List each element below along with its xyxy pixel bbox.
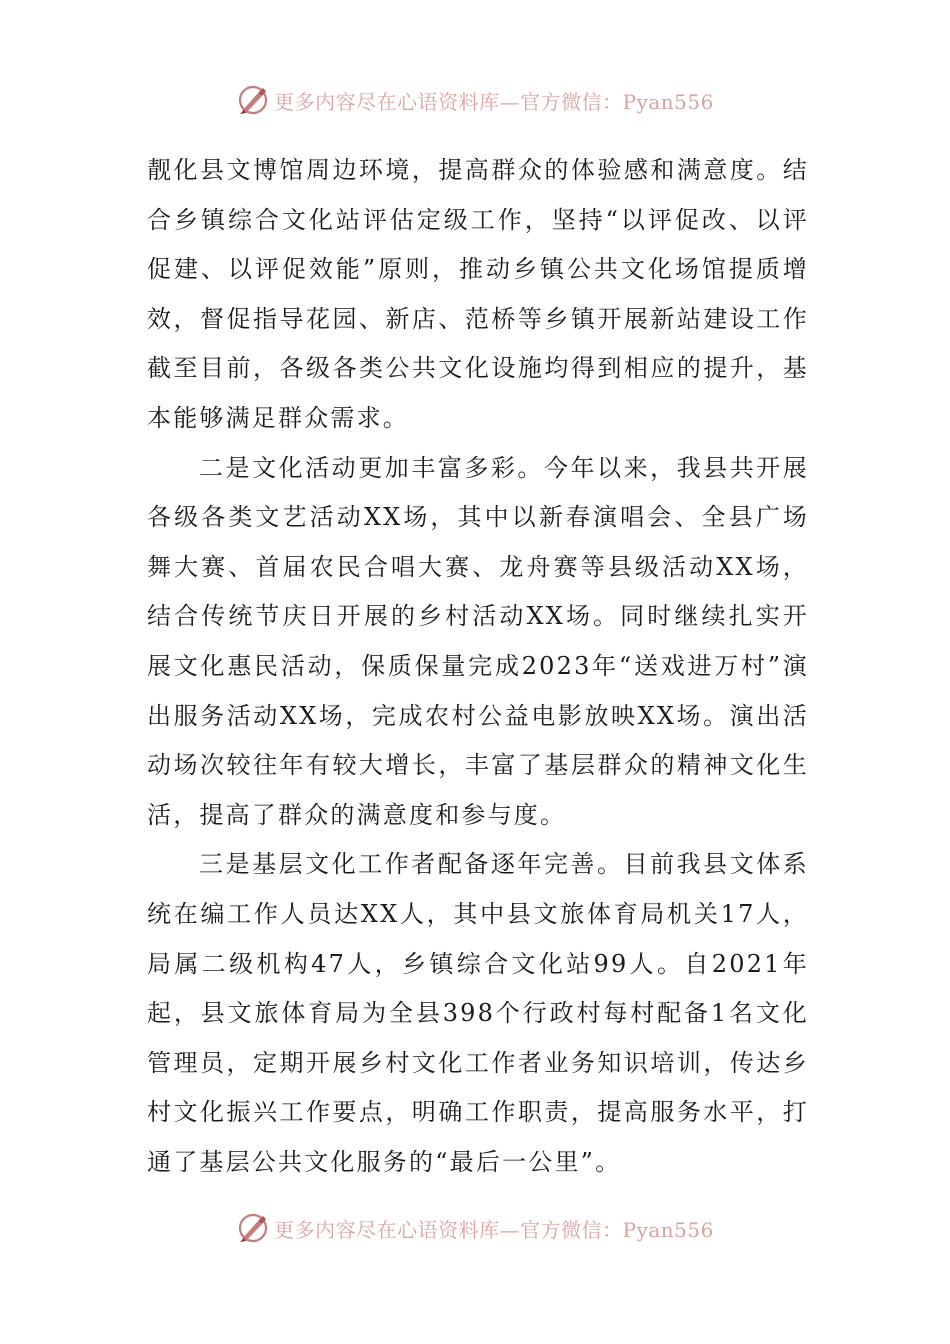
paragraph-2: 二是文化活动更加丰富多彩。今年以来，我县共开展各级各类文艺活动XX场，其中以新春演唱会、全县广场舞大赛、首届农民合唱大赛、龙舟赛等县级活动XX场，结合传统节庆日开展的乡村活动XX场。同时继续扎实开展文化惠民活动，保质保量完成2023年“送戏进万村”演出服务活动XX场，完成农村公益电影放映XX场。演出活动场次较往年有较大增长，丰富了基层群众的精神文化生活，提高了群众的满意度和参与度。 [147, 453, 809, 829]
document-body [147, 146, 809, 1187]
paragraph-3: 三是基层文化工作者配备逐年完善。目前我县文体系统在编工作人员达XX人，其中县文旅体育局机关17人，局属二级机构47人，乡镇综合文化站99人。自2021年起，县文旅体育局为全县398个行政村每村配备1名文化管理员，定期开展乡村文化工作者业务知识培训，传达乡村文化振兴工作要点，明确工作职责，提高服务水平，打通了基层公共文化服务的“最后一公里”。 [147, 850, 809, 1176]
header-watermark-banner [0, 80, 950, 120]
pen-logo-icon [236, 83, 270, 117]
paragraph-1: 靓化县文博馆周边环境，提高群众的体验感和满意度。结合乡镇综合文化站评估定级工作，坚持“以评促改、以评促建、以评促效能”原则，推动乡镇公共文化场馆提质增效，督促指导花园、新店、范桥等乡镇开展新站建设工作截至目前，各级各类公共文化设施均得到相应的提升，基本能够满足群众需求。 [147, 156, 809, 432]
footer-watermark-text: 更多内容尽在心语资料库—官方微信：Pyan556 [274, 1217, 714, 1242]
pen-logo-icon [236, 1211, 270, 1245]
footer-watermark-banner [0, 1208, 950, 1248]
header-watermark-text: 更多内容尽在心语资料库—官方微信：Pyan556 [274, 89, 714, 114]
